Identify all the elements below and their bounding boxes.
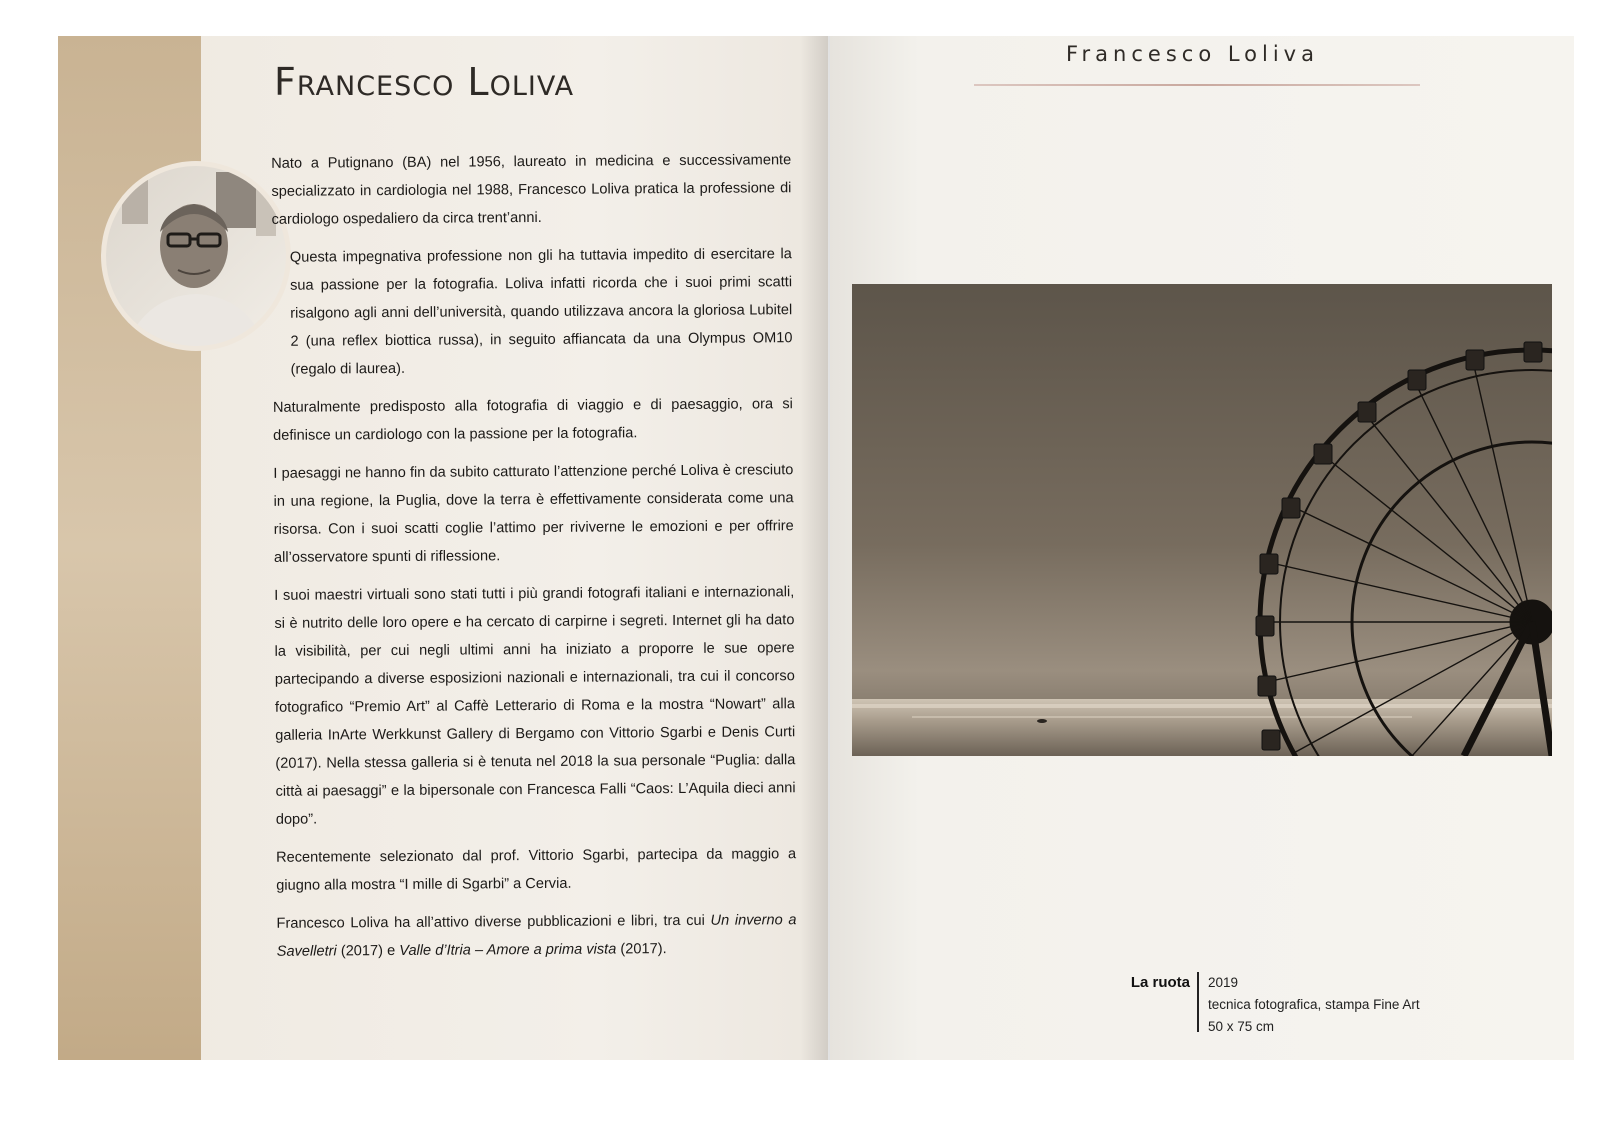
artwork-photo-la-ruota [852,284,1552,756]
book-spine-shadow [800,36,830,1060]
artwork-title: La ruota [1130,974,1190,991]
bio-paragraph-publications [276,906,796,966]
book-title: Un inverno a Savelletri [276,912,797,960]
publications-end: (2017). [616,941,667,958]
artwork-size: 50 x 75 cm [1208,1019,1275,1034]
bio-paragraph: Questa impegnativa professione non gli ha tuttavia impedito di esercitare la sua passione per la fotografia. Loliva infatti ricorda che i suoi primi scatti risalgono agli anni dell’università, quando utilizzava ancora la gloriosa Lubitel 2 (una reflex biottica russa), in seguito affiancata da una Olympus OM10 (regalo di laurea). [289,246,793,378]
biography-text [271,146,797,976]
book-title: Valle d’Itria – Amore a prima vista [399,941,617,959]
artwork-details [1208,972,1420,1038]
author-title: Francesco Loliva [274,60,575,104]
author-portrait [106,166,286,346]
right-page-header: Francesco Loliva [1066,42,1319,66]
bio-paragraph: Nato a Putignano (BA) nel 1956, laureato in medicina e successivamente specializzato in cardiologia nel 1988, Francesco Loliva pratica la professione di cardiologo ospedaliero da circa trent’anni. [271,152,792,228]
bio-paragraph: Naturalmente predisposto alla fotografia di viaggio e di paesaggio, ora si definisce un cardiologo con la passione per la fotografia. [272,396,793,444]
bio-paragraph: I paesaggi ne hanno fin da subito catturato l’attenzione perché Loliva è cresciuto in una regione, la Puglia, dove la terra è effettivamente considerata come una risorsa. Con i suoi scatti coglie l’attimo per riviverne le emozioni e per offrire all’osservatore spunti di riflessione. [273,462,794,566]
publications-mid: (2017) e [336,942,400,960]
bio-paragraph: Recentemente selezionato dal prof. Vittorio Sgarbi, partecipa da maggio a giugno alla mostra “I mille di Sgarbi” a Cervia. [276,846,797,894]
portrait-image [106,166,286,346]
artwork-year: 2019 [1208,975,1239,990]
artwork-technique: tecnica fotografica, stampa Fine Art [1208,997,1420,1012]
bio-paragraph: I suoi maestri virtuali sono stati tutti i più grandi fotografi italiani e internazionali, si è nutrito delle loro opere e ha cercato di carpirne i segreti. Internet gli ha dato la visibilità, per cui negli ultimi anni ha iniziato a proporre le sue opere partecipando a diverse esposizioni nazionali e internazionali, tra cui il concorso fotografico “Premio Art” al Caffè Letterario di Roma e la mostra “Nowart” alla galleria InArte Werkkunst Gallery di Bergamo con Vittorio Sgarbi e Denis Curti (2017). Nella stessa galleria si è tenuta nel 2018 la sua personale “Puglia: dalla città ai paesaggi” e la bipersonale con Francesca Falli “Caos: L’Aquila dieci anni dopo”. [274,584,796,828]
header-divider [974,84,1420,86]
caption-divider [1197,972,1199,1032]
publications-intro: Francesco Loliva ha all’attivo diverse pubblicazioni e libri, tra cui [276,912,711,932]
ferris-wheel-photo [852,284,1552,756]
